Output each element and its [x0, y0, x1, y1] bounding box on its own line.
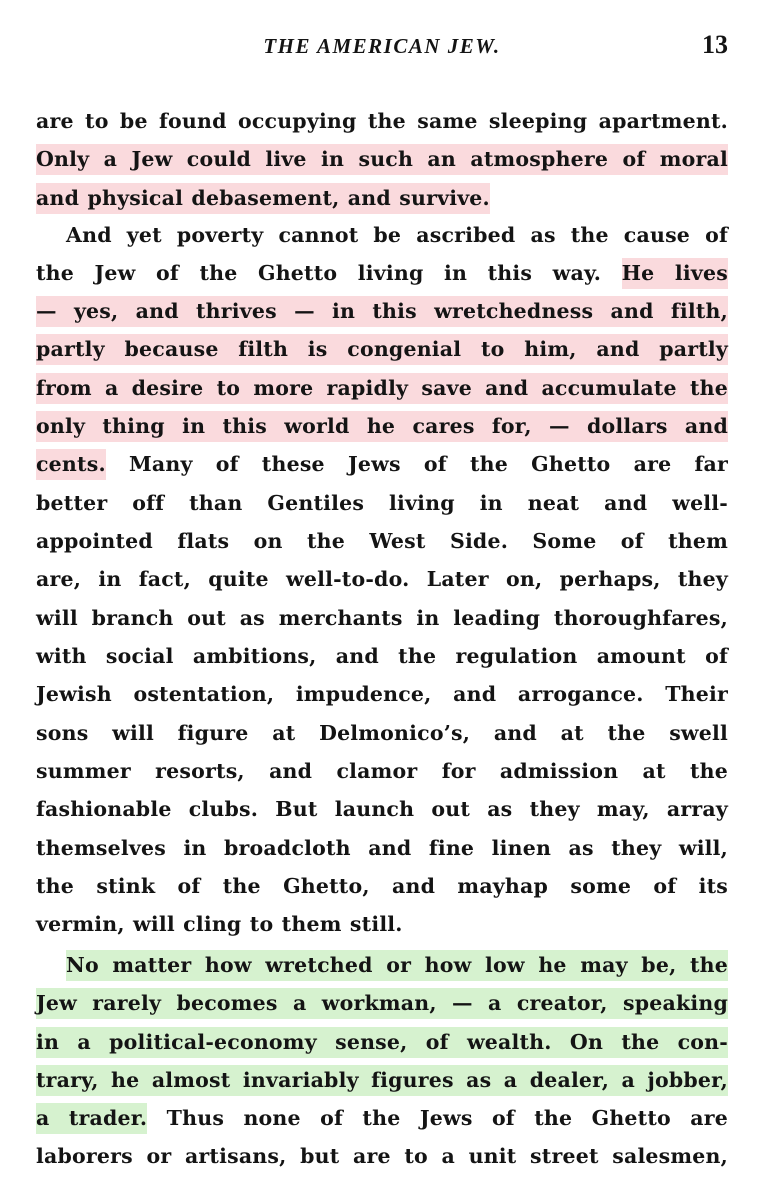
text-line — [36, 1023, 728, 1061]
text-line — [36, 867, 728, 905]
line-text: the stink of the Ghetto, and mayhap some of its — [36, 874, 728, 898]
highlighted-text: from a desire to more rapidly save and accumulate the — [36, 373, 728, 404]
highlighted-text: partly because filth is congenial to him, and partly — [36, 334, 728, 365]
line-text: better off than Gentiles living in neat and well- — [36, 491, 728, 515]
line-text: are to be found occupying the same sleeping apartment. — [36, 109, 728, 133]
running-title: THE AMERICAN JEW. — [263, 34, 501, 58]
highlighted-text: Jew rarely becomes a workman, — a creator, speaking — [36, 988, 728, 1019]
highlighted-text: cents. — [36, 449, 106, 480]
text-line — [36, 752, 728, 790]
line-text: summer resorts, and clamor for admission at the — [36, 759, 728, 783]
highlighted-text: — yes, and thrives — in this wretchedness and filth, — [36, 296, 728, 327]
text-line — [36, 330, 728, 368]
text-line — [36, 637, 728, 675]
text-line — [36, 522, 728, 560]
highlighted-text: only thing in this world he cares for, — dollars and — [36, 411, 728, 442]
line-text: Many of these Jews of the Ghetto are far — [105, 452, 728, 476]
text-line — [36, 292, 728, 330]
text-line — [36, 140, 728, 178]
line-text: Thus none of the Jews of the Ghetto are — [147, 1106, 728, 1130]
line-text: with social ambitions, and the regulation amount of — [36, 644, 728, 668]
line-text: Jewish ostentation, impudence, and arrogance. Their — [36, 682, 728, 706]
line-text: fashionable clubs. But launch out as they may, array — [36, 797, 728, 821]
text-line — [36, 216, 728, 254]
line-text: are, in fact, quite well-to-do. Later on, perhaps, they — [36, 567, 728, 591]
line-text: sons will figure at Delmonico’s, and at the swell — [36, 721, 728, 745]
page-header — [36, 30, 728, 66]
line-text: And yet poverty cannot be ascribed as the cause of — [66, 223, 728, 247]
line-text: will branch out as merchants in leading thoroughfares, — [36, 606, 728, 630]
highlighted-text: in a political-economy sense, of wealth. On the con- — [36, 1027, 728, 1058]
text-line — [36, 484, 728, 522]
text-line — [36, 179, 728, 217]
text-line — [36, 254, 728, 292]
text-line — [36, 714, 728, 752]
highlighted-text: No matter how wretched or how low he may be, the — [66, 950, 728, 981]
text-line — [36, 905, 728, 943]
text-line — [36, 1061, 728, 1099]
text-line — [36, 369, 728, 407]
text-line — [36, 445, 728, 483]
highlighted-text: Only a Jew could live in such an atmosphere of moral — [36, 144, 728, 175]
highlighted-text: He lives — [622, 258, 728, 289]
text-line — [36, 790, 728, 828]
line-text: appointed flats on the West Side. Some of them — [36, 529, 728, 553]
line-text: the Jew of the Ghetto living in this way. — [36, 261, 622, 285]
line-text: vermin, will cling to them still. — [36, 912, 403, 936]
text-line — [36, 1137, 728, 1175]
highlighted-text: a trader. — [36, 1103, 147, 1134]
line-text: laborers or artisans, but are to a unit street salesmen, — [36, 1144, 728, 1168]
highlighted-text: trary, he almost invariably figures as a dealer, a jobber, — [36, 1065, 728, 1096]
highlighted-text: and physical debasement, and survive. — [36, 183, 490, 214]
text-line — [36, 675, 728, 713]
text-line — [36, 102, 728, 140]
text-line — [36, 829, 728, 867]
text-line — [36, 984, 728, 1022]
text-line — [36, 560, 728, 598]
text-line — [36, 946, 728, 984]
text-line — [36, 407, 728, 445]
page-number: 13 — [702, 30, 728, 59]
text-line — [36, 1099, 728, 1137]
text-line — [36, 599, 728, 637]
line-text: themselves in broadcloth and fine linen as they will, — [36, 836, 728, 860]
